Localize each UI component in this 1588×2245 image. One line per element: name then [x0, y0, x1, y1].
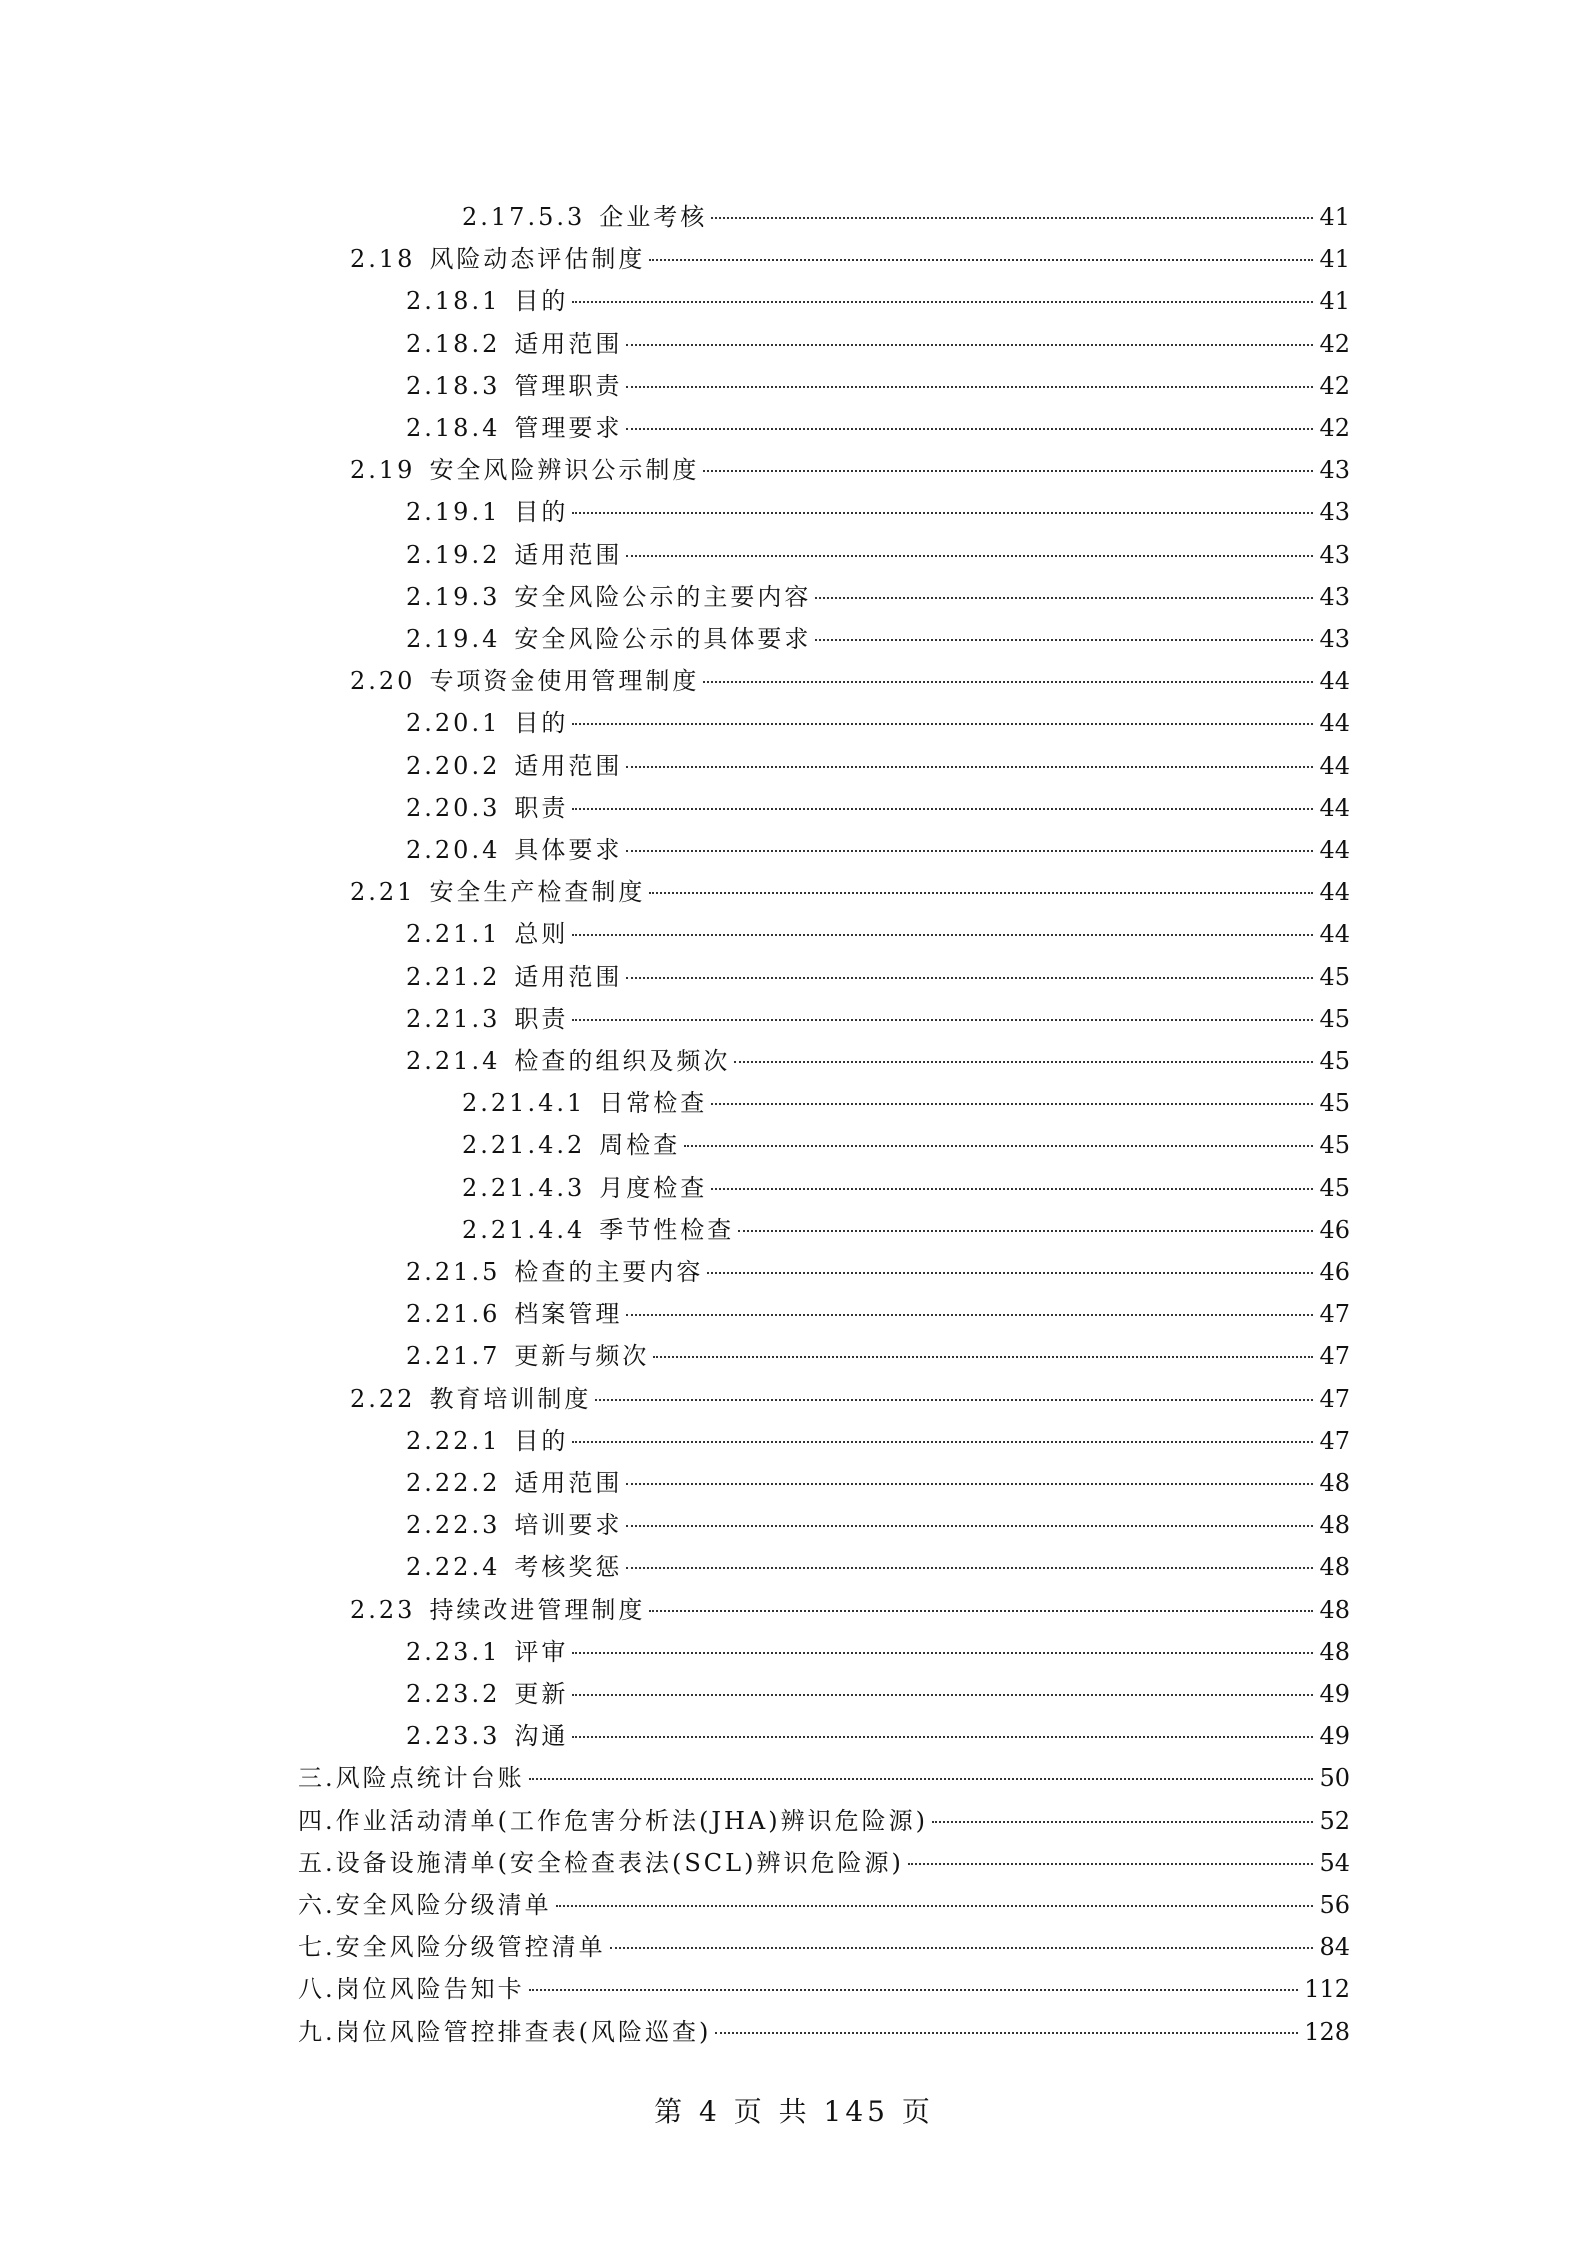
toc-entry[interactable]	[406, 1341, 1350, 1371]
toc-entry[interactable]	[406, 1468, 1350, 1498]
toc-page-number: 52	[1319, 1807, 1350, 1835]
toc-dot-leader	[649, 259, 1313, 261]
toc-page-number: 45	[1319, 1174, 1350, 1202]
toc-page-number: 43	[1319, 583, 1350, 611]
toc-entry[interactable]	[406, 286, 1350, 316]
toc-dot-leader	[711, 217, 1313, 219]
toc-page-number: 48	[1319, 1511, 1350, 1539]
toc-entry[interactable]	[406, 329, 1350, 359]
toc-entry-title: 管理要求	[514, 414, 623, 442]
toc-dot-leader	[684, 1145, 1313, 1147]
page-footer: 第 4 页 共 145 页	[654, 2095, 934, 2128]
toc-dot-leader	[572, 512, 1313, 514]
toc-page-number: 49	[1319, 1680, 1350, 1708]
toc-entry-number: 2.22.3	[406, 1511, 501, 1539]
toc-entry-number: 2.20.4	[406, 836, 501, 864]
toc-entry-number: 2.20	[350, 667, 416, 695]
toc-entry-number: 2.21.4.3	[462, 1174, 586, 1202]
toc-entry-number: 2.20.1	[406, 709, 501, 737]
toc-dot-leader	[711, 1188, 1313, 1190]
toc-dot-leader	[626, 1483, 1313, 1485]
toc-page-number: 47	[1319, 1385, 1350, 1413]
toc-entry-title: 风险动态评估制度	[429, 245, 646, 273]
toc-dot-leader	[572, 723, 1313, 725]
toc-dot-leader	[815, 597, 1313, 599]
toc-entry-number: 2.21.4.2	[462, 1131, 586, 1159]
toc-page-number: 43	[1319, 498, 1350, 526]
toc-entry-number: 2.23.3	[406, 1722, 501, 1750]
toc-dot-leader	[734, 1061, 1313, 1063]
toc-dot-leader	[626, 766, 1313, 768]
toc-page-number: 41	[1319, 245, 1350, 273]
toc-entry[interactable]	[350, 455, 1350, 485]
toc-entry[interactable]	[462, 202, 1350, 232]
toc-entry-number: 2.22.4	[406, 1553, 501, 1581]
toc-entry-number: 2.18.4	[406, 414, 501, 442]
toc-entry-number: 2.21.7	[406, 1342, 501, 1370]
toc-page-number: 43	[1319, 456, 1350, 484]
toc-entry-title: 适用范围	[514, 1469, 623, 1497]
toc-dot-leader	[572, 934, 1313, 936]
toc-dot-leader	[572, 1736, 1313, 1738]
toc-entry-title: 日常检查	[599, 1089, 708, 1117]
toc-page-number: 41	[1319, 203, 1350, 231]
toc-entry[interactable]	[406, 1679, 1350, 1709]
toc-entry[interactable]	[350, 1384, 1350, 1414]
toc-entry-title: 总则	[514, 920, 569, 948]
toc-entry-title: 持续改进管理制度	[429, 1596, 646, 1624]
toc-entry-title: 评审	[514, 1638, 569, 1666]
toc-dot-leader	[572, 1441, 1313, 1443]
toc-dot-leader	[715, 2032, 1298, 2034]
toc-entry-title: 考核奖惩	[514, 1553, 623, 1581]
toc-page-number: 45	[1319, 1089, 1350, 1117]
toc-dot-leader	[572, 808, 1313, 810]
toc-page-number: 43	[1319, 541, 1350, 569]
toc-page-number: 48	[1319, 1469, 1350, 1497]
toc-dot-leader	[556, 1905, 1314, 1907]
toc-entry-title: 八.岗位风险告知卡	[298, 1975, 525, 2003]
toc-entry-title: 适用范围	[514, 752, 623, 780]
toc-entry[interactable]	[406, 751, 1350, 781]
toc-entry-number: 2.21.4.4	[462, 1216, 586, 1244]
toc-page-number: 44	[1319, 794, 1350, 822]
toc-page-number: 44	[1319, 920, 1350, 948]
toc-entry[interactable]	[298, 1806, 1350, 1836]
toc-dot-leader	[626, 977, 1313, 979]
toc-entry[interactable]	[462, 1215, 1350, 1245]
toc-entry-title: 培训要求	[514, 1511, 623, 1539]
toc-dot-leader	[572, 301, 1313, 303]
toc-entry-title: 企业考核	[599, 203, 708, 231]
toc-entry[interactable]	[350, 1595, 1350, 1625]
toc-page-number: 56	[1319, 1891, 1350, 1919]
toc-entry-title: 安全风险公示的主要内容	[514, 583, 812, 611]
toc-entry-number: 2.22.2	[406, 1469, 501, 1497]
toc-page-number: 45	[1319, 1047, 1350, 1075]
toc-entry-number: 2.21.2	[406, 963, 501, 991]
toc-entry[interactable]	[462, 1173, 1350, 1203]
toc-dot-leader	[626, 850, 1313, 852]
toc-entry[interactable]	[298, 1763, 1350, 1793]
toc-entry-title: 管理职责	[514, 372, 623, 400]
toc-dot-leader	[572, 1652, 1313, 1654]
toc-entry-title: 具体要求	[514, 836, 623, 864]
toc-dot-leader	[626, 1525, 1313, 1527]
toc-entry-title: 适用范围	[514, 963, 623, 991]
toc-entry-title: 月度检查	[599, 1174, 708, 1202]
toc-dot-leader	[529, 1778, 1314, 1780]
toc-page-number: 45	[1319, 1005, 1350, 1033]
toc-entry-number: 2.17.5.3	[462, 203, 586, 231]
toc-page-number: 128	[1304, 2018, 1350, 2046]
toc-entry-number: 2.23	[350, 1596, 416, 1624]
toc-entry[interactable]	[298, 1890, 1350, 1920]
toc-dot-leader	[572, 1694, 1313, 1696]
toc-entry[interactable]	[462, 1088, 1350, 1118]
toc-entry-title: 更新与频次	[514, 1342, 650, 1370]
toc-page-number: 47	[1319, 1300, 1350, 1328]
toc-entry-title: 目的	[514, 709, 569, 737]
toc-dot-leader	[626, 1567, 1313, 1569]
toc-dot-leader	[649, 1610, 1313, 1612]
toc-dot-leader	[626, 555, 1313, 557]
toc-entry[interactable]	[298, 2017, 1350, 2047]
toc-entry-title: 九.岗位风险管控排查表(风险巡查)	[298, 2018, 712, 2046]
toc-dot-leader	[815, 639, 1313, 641]
toc-page-number: 48	[1319, 1596, 1350, 1624]
toc-dot-leader	[653, 1356, 1313, 1358]
toc-entry-number: 2.20.3	[406, 794, 501, 822]
toc-entry-title: 目的	[514, 287, 569, 315]
toc-entry-number: 2.18.3	[406, 372, 501, 400]
toc-entry[interactable]	[406, 1637, 1350, 1667]
toc-entry[interactable]	[406, 1510, 1350, 1540]
toc-dot-leader	[572, 1019, 1313, 1021]
toc-entry-title: 六.安全风险分级清单	[298, 1891, 552, 1919]
toc-entry-number: 2.23.1	[406, 1638, 501, 1666]
toc-entry[interactable]	[406, 371, 1350, 401]
toc-entry-number: 2.21.4.1	[462, 1089, 586, 1117]
toc-entry-number: 2.19.2	[406, 541, 501, 569]
toc-entry[interactable]	[406, 835, 1350, 865]
toc-entry-title: 安全风险辨识公示制度	[429, 456, 700, 484]
toc-entry-title: 检查的组织及频次	[514, 1047, 731, 1075]
toc-entry-title: 专项资金使用管理制度	[429, 667, 700, 695]
toc-dot-leader	[703, 470, 1313, 472]
toc-page-number: 42	[1319, 372, 1350, 400]
toc-entry-title: 四.作业活动清单(工作危害分析法(JHA)辨识危险源)	[298, 1807, 928, 1835]
toc-page-number: 45	[1319, 963, 1350, 991]
toc-dot-leader	[703, 681, 1313, 683]
toc-page-number: 48	[1319, 1638, 1350, 1666]
toc-entry-title: 七.安全风险分级管控清单	[298, 1933, 606, 1961]
toc-entry-title: 目的	[514, 1427, 569, 1455]
toc-entry-number: 2.22	[350, 1385, 416, 1413]
toc-page-number: 47	[1319, 1342, 1350, 1370]
toc-dot-leader	[649, 892, 1313, 894]
toc-entry-title: 五.设备设施清单(安全检查表法(SCL)辨识危险源)	[298, 1849, 904, 1877]
toc-entry-number: 2.21	[350, 878, 416, 906]
toc-entry[interactable]	[406, 1426, 1350, 1456]
toc-page-number: 112	[1304, 1975, 1350, 2003]
toc-entry-number: 2.21.1	[406, 920, 501, 948]
toc-dot-leader	[529, 1989, 1299, 1991]
toc-dot-leader	[626, 344, 1313, 346]
toc-page-number: 46	[1319, 1258, 1350, 1286]
toc-entry[interactable]	[406, 1299, 1350, 1329]
toc-dot-leader	[595, 1399, 1313, 1401]
toc-entry-number: 2.21.6	[406, 1300, 501, 1328]
toc-page-number: 42	[1319, 414, 1350, 442]
toc-entry-number: 2.19.3	[406, 583, 501, 611]
toc-entry-number: 2.19.1	[406, 498, 501, 526]
toc-entry[interactable]	[406, 919, 1350, 949]
toc-dot-leader	[738, 1230, 1313, 1232]
toc-dot-leader	[626, 1314, 1313, 1316]
toc-entry[interactable]	[406, 497, 1350, 527]
toc-page-number: 41	[1319, 287, 1350, 315]
toc-page-number: 44	[1319, 878, 1350, 906]
toc-entry[interactable]	[406, 1004, 1350, 1034]
toc-entry-number: 2.21.4	[406, 1047, 501, 1075]
toc-entry-number: 2.18.2	[406, 330, 501, 358]
toc-entry[interactable]	[350, 244, 1350, 274]
toc-entry-title: 安全生产检查制度	[429, 878, 646, 906]
toc-dot-leader	[707, 1272, 1313, 1274]
toc-entry-number: 2.19	[350, 456, 416, 484]
toc-entry[interactable]	[406, 582, 1350, 612]
toc-entry-title: 安全风险公示的具体要求	[514, 625, 812, 653]
toc-page-number: 50	[1319, 1764, 1350, 1792]
toc-page-number: 47	[1319, 1427, 1350, 1455]
toc-entry[interactable]	[406, 624, 1350, 654]
toc-entry[interactable]	[406, 962, 1350, 992]
toc-entry-title: 职责	[514, 1005, 569, 1033]
toc-entry[interactable]	[406, 1257, 1350, 1287]
toc-entry[interactable]	[350, 666, 1350, 696]
toc-page-number: 44	[1319, 667, 1350, 695]
toc-page-number: 45	[1319, 1131, 1350, 1159]
toc-entry-number: 2.18.1	[406, 287, 501, 315]
toc-entry-number: 2.23.2	[406, 1680, 501, 1708]
toc-dot-leader	[626, 386, 1313, 388]
toc-entry-title: 适用范围	[514, 330, 623, 358]
toc-entry[interactable]	[298, 1974, 1350, 2004]
toc-entry[interactable]	[406, 1721, 1350, 1751]
toc-entry-number: 2.18	[350, 245, 416, 273]
toc-entry-number: 2.22.1	[406, 1427, 501, 1455]
toc-entry-title: 周检查	[599, 1131, 681, 1159]
toc-entry-number: 2.21.3	[406, 1005, 501, 1033]
toc-entry[interactable]	[298, 1932, 1350, 1962]
toc-page-number: 46	[1319, 1216, 1350, 1244]
toc-entry[interactable]	[406, 413, 1350, 443]
toc-entry-number: 2.21.5	[406, 1258, 501, 1286]
toc-dot-leader	[626, 428, 1313, 430]
toc-page-number: 48	[1319, 1553, 1350, 1581]
toc-page-number: 49	[1319, 1722, 1350, 1750]
toc-dot-leader	[908, 1863, 1314, 1865]
toc-page-number: 44	[1319, 709, 1350, 737]
toc-entry[interactable]	[406, 793, 1350, 823]
toc-entry[interactable]	[406, 708, 1350, 738]
toc-entry[interactable]	[298, 1848, 1350, 1878]
toc-entry-number: 2.20.2	[406, 752, 501, 780]
toc-entry-title: 教育培训制度	[429, 1385, 592, 1413]
toc-entry-title: 适用范围	[514, 541, 623, 569]
toc-entry[interactable]	[350, 877, 1350, 907]
toc-entry-title: 更新	[514, 1680, 569, 1708]
toc-page-number: 84	[1319, 1933, 1350, 1961]
toc-entry-title: 检查的主要内容	[514, 1258, 704, 1286]
toc-entry-title: 沟通	[514, 1722, 569, 1750]
toc-entry-number: 2.19.4	[406, 625, 501, 653]
toc-entry[interactable]	[406, 1552, 1350, 1582]
toc-entry[interactable]	[462, 1130, 1350, 1160]
toc-entry-title: 职责	[514, 794, 569, 822]
toc-page-number: 54	[1319, 1849, 1350, 1877]
toc-entry[interactable]	[406, 540, 1350, 570]
toc-dot-leader	[932, 1821, 1313, 1823]
toc-entry-title: 季节性检查	[599, 1216, 735, 1244]
toc-entry-title: 三.风险点统计台账	[298, 1764, 525, 1792]
toc-page-number: 44	[1319, 752, 1350, 780]
toc-entry[interactable]	[406, 1046, 1350, 1076]
toc-entry-title: 目的	[514, 498, 569, 526]
toc-dot-leader	[711, 1103, 1313, 1105]
toc-dot-leader	[610, 1947, 1314, 1949]
toc-entry-title: 档案管理	[514, 1300, 623, 1328]
toc-page-number: 43	[1319, 625, 1350, 653]
toc-page-number: 44	[1319, 836, 1350, 864]
toc-page-number: 42	[1319, 330, 1350, 358]
